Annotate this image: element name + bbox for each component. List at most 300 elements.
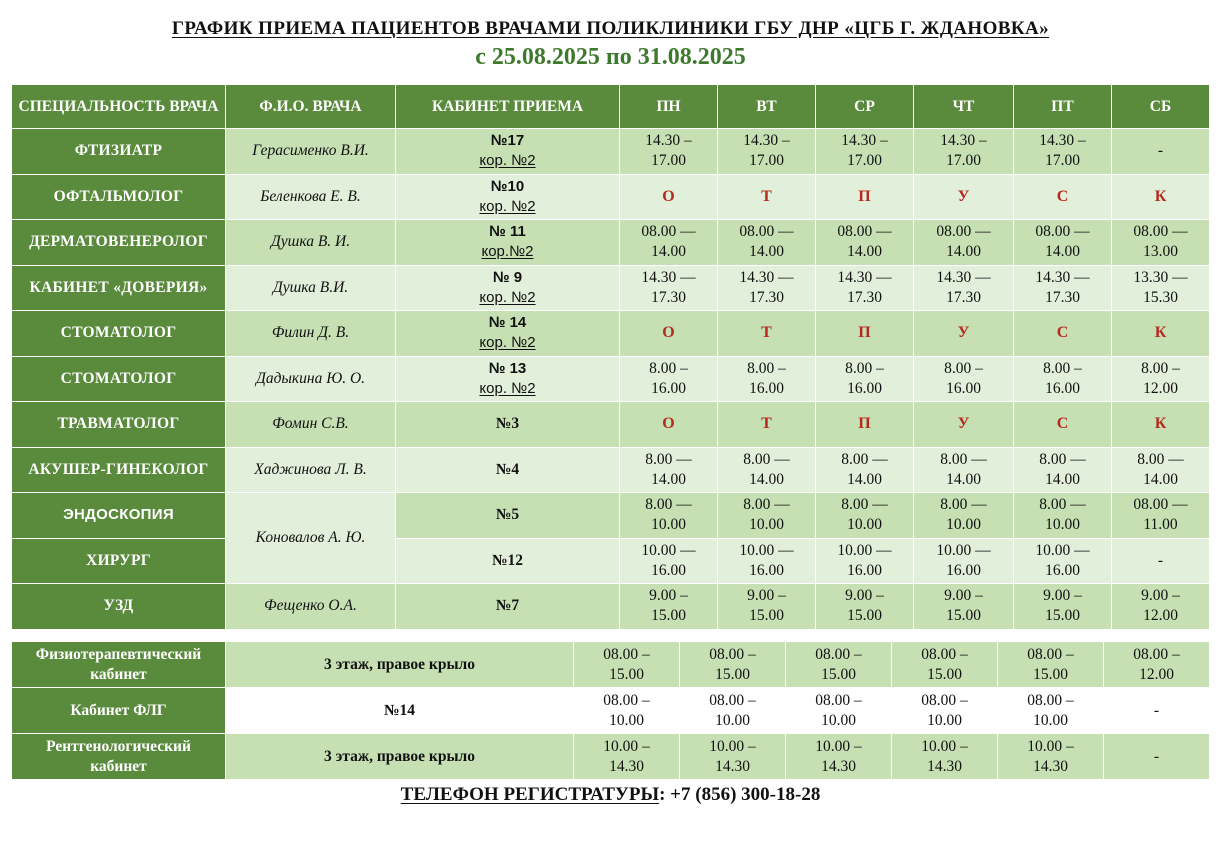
vacation-letter-cell: Т — [718, 402, 816, 448]
room-building: кор. №2 — [479, 197, 536, 215]
registry-phone-label: ТЕЛЕФОН РЕГИСТРАТУРЫ — [400, 784, 660, 805]
hours-cell — [914, 584, 1014, 630]
cabinet-name-line: кабинет — [90, 757, 147, 775]
hours-cell — [816, 129, 914, 175]
hours-end: 17.30 — [946, 288, 981, 306]
table-row — [12, 584, 1210, 630]
room-number: №17 — [490, 132, 525, 150]
hours-start: 8.00 — — [1039, 450, 1086, 468]
cabinet-location-cell: 3 этаж, правое крыло — [226, 642, 574, 688]
hours-end: 11.00 — [1143, 516, 1178, 534]
hours-start: 10.00 — — [1035, 541, 1090, 559]
table-row — [12, 402, 1210, 448]
hours-end: 10.00 — [1045, 516, 1080, 534]
cabinet-name-line: Кабинет ФЛГ — [70, 701, 167, 719]
hours-cell — [1104, 642, 1210, 688]
specialty-cell: ФТИЗИАТР — [12, 129, 226, 175]
vacation-letter-cell: С — [1014, 311, 1112, 357]
hours-cell — [620, 493, 718, 539]
hours-cell — [1104, 688, 1210, 734]
hours-start: 14.30 — — [837, 268, 892, 286]
hours-start: 14.30 – — [841, 132, 888, 150]
col-header-fri: ПТ — [1014, 85, 1112, 129]
col-header-mon: ПН — [620, 85, 718, 129]
hours-start: 8.00 – — [845, 359, 884, 377]
hours-start: 9.00 – — [944, 587, 983, 605]
schedule-period: с 25.08.2025 по 31.08.2025 — [475, 44, 746, 70]
hours-cell — [718, 220, 816, 266]
hours-end: 15.00 — [1033, 665, 1068, 683]
hours-cell — [914, 129, 1014, 175]
cabinet-location-cell: 3 этаж, правое крыло — [226, 734, 574, 780]
hours-cell — [816, 538, 914, 584]
hours-cell — [680, 642, 786, 688]
hours-cell — [718, 265, 816, 311]
hours-end: 10.00 — [715, 711, 750, 729]
hours-start: 8.00 – — [1141, 359, 1180, 377]
hours-end: 17.00 — [749, 152, 784, 170]
hours-cell — [718, 538, 816, 584]
hours-start: 9.00 – — [649, 587, 688, 605]
hours-cell — [620, 265, 718, 311]
hours-start: 08.00 – — [921, 645, 968, 663]
hours-start: 08.00 — — [1133, 496, 1188, 514]
hours-end: 14.00 — [749, 470, 784, 488]
hours-cell — [786, 734, 892, 780]
hours-cell — [816, 220, 914, 266]
vacation-letter-cell: У — [914, 311, 1014, 357]
hours-end: 15.00 — [749, 607, 784, 625]
hours-end: 17.30 — [651, 288, 686, 306]
hours-start: 8.00 — — [645, 496, 692, 514]
hours-start: 10.00 – — [1027, 737, 1074, 755]
hours-cell — [816, 584, 914, 630]
col-header-specialty: СПЕЦИАЛЬНОСТЬ ВРАЧА — [12, 85, 226, 129]
hours-start: 08.00 – — [1027, 645, 1074, 663]
hours-start: 08.00 — — [641, 223, 696, 241]
hours-end: 17.30 — [749, 288, 784, 306]
room-cell — [396, 129, 620, 175]
hours-start: 9.00 – — [747, 587, 786, 605]
vacation-letter-cell: К — [1112, 174, 1210, 220]
table-row — [12, 734, 1210, 780]
room-building: кор. №2 — [479, 334, 536, 352]
hours-end: 16.00 — [651, 561, 686, 579]
doctor-name-cell: Фомин С.В. — [226, 402, 396, 448]
hours-start: 8.00 – — [747, 359, 786, 377]
hours-cell — [786, 642, 892, 688]
table-row — [12, 447, 1210, 493]
hours-start: 8.00 — — [841, 496, 888, 514]
hours-end: 13.00 — [1143, 243, 1178, 261]
hours-cell — [914, 493, 1014, 539]
hours-cell — [1112, 129, 1210, 175]
hours-end: 14.00 — [847, 243, 882, 261]
hours-end: 16.00 — [749, 379, 784, 397]
room-number: №4 — [495, 460, 520, 478]
room-cell — [396, 265, 620, 311]
room-number: №7 — [495, 597, 520, 615]
table-row — [12, 311, 1210, 357]
hours-end: 16.00 — [1045, 379, 1080, 397]
hours-end: 14.30 — [927, 757, 962, 775]
specialty-cell: ХИРУРГ — [12, 538, 226, 584]
doctor-name-cell: Дадыкина Ю. О. — [226, 356, 396, 402]
table-row — [12, 265, 1210, 311]
doctor-name-cell: Душка В. И. — [226, 220, 396, 266]
hours-end: 10.00 — [927, 711, 962, 729]
hours-start: - — [1157, 551, 1164, 569]
col-header-tue: ВТ — [718, 85, 816, 129]
table-header-row — [12, 85, 1210, 129]
hours-cell — [574, 688, 680, 734]
hours-start: 10.00 – — [603, 737, 650, 755]
hours-cell — [1014, 447, 1112, 493]
room-cell — [396, 356, 620, 402]
hours-cell — [998, 734, 1104, 780]
hours-end: 10.00 — [847, 516, 882, 534]
room-building: кор. №2 — [479, 379, 536, 397]
hours-end: 10.00 — [609, 711, 644, 729]
hours-end: 15.30 — [1143, 288, 1178, 306]
hours-start: - — [1153, 747, 1160, 765]
room-cell — [396, 311, 620, 357]
hours-cell — [816, 356, 914, 402]
hours-cell — [718, 584, 816, 630]
hours-start: 10.00 — — [739, 541, 794, 559]
hours-cell — [1014, 356, 1112, 402]
hours-start: 9.00 – — [1043, 587, 1082, 605]
hours-start: 08.00 – — [603, 691, 650, 709]
vacation-letter-cell: Т — [718, 174, 816, 220]
hours-start: 08.00 — — [1133, 223, 1188, 241]
table-row — [12, 642, 1210, 688]
hours-end: 17.30 — [1045, 288, 1080, 306]
hours-cell — [998, 688, 1104, 734]
cabinet-name-line: кабинет — [90, 665, 147, 683]
vacation-letter-cell: П — [816, 174, 914, 220]
hours-cell — [620, 538, 718, 584]
specialty-cell: СТОМАТОЛОГ — [12, 356, 226, 402]
hours-end: 14.30 — [609, 757, 644, 775]
hours-start: - — [1153, 701, 1160, 719]
room-number: № 14 — [488, 314, 527, 332]
room-cell — [396, 174, 620, 220]
doctor-name-cell: Коновалов А. Ю. — [226, 493, 396, 584]
hours-start: - — [1157, 142, 1164, 160]
specialty-cell: ОФТАЛЬМОЛОГ — [12, 174, 226, 220]
hours-start: 08.00 – — [603, 645, 650, 663]
hours-start: 08.00 – — [709, 645, 756, 663]
hours-cell — [892, 734, 998, 780]
hours-cell — [620, 447, 718, 493]
vacation-letter-cell: О — [620, 311, 718, 357]
hours-start: 14.30 — — [936, 268, 991, 286]
hours-cell — [816, 493, 914, 539]
hours-end: 17.00 — [1045, 152, 1080, 170]
hours-end: 14.00 — [749, 243, 784, 261]
table-row — [12, 174, 1210, 220]
hours-cell — [892, 688, 998, 734]
hours-end: 15.00 — [946, 607, 981, 625]
room-number: № 13 — [488, 359, 527, 377]
room-cell — [396, 584, 620, 630]
hours-cell — [1112, 493, 1210, 539]
specialty-cell: КАБИНЕТ «ДОВЕРИЯ» — [12, 265, 226, 311]
vacation-letter-cell: У — [914, 402, 1014, 448]
hours-end: 17.00 — [946, 152, 981, 170]
hours-cell — [620, 356, 718, 402]
specialty-cell: ЭНДОСКОПИЯ — [12, 493, 226, 539]
hours-end: 16.00 — [847, 379, 882, 397]
hours-start: 10.00 — — [641, 541, 696, 559]
vacation-letter-cell: П — [816, 402, 914, 448]
specialty-cell: УЗД — [12, 584, 226, 630]
hours-cell — [816, 447, 914, 493]
hours-cell — [914, 265, 1014, 311]
room-number: №12 — [491, 551, 524, 569]
hours-cell — [892, 642, 998, 688]
hours-cell — [620, 220, 718, 266]
hours-end: 16.00 — [946, 379, 981, 397]
col-header-doctor: Ф.И.О. ВРАЧА — [226, 85, 396, 129]
hours-end: 10.00 — [821, 711, 856, 729]
hours-cell — [1014, 265, 1112, 311]
table-row — [12, 688, 1210, 734]
hours-end: 14.30 — [715, 757, 750, 775]
hours-end: 16.00 — [749, 561, 784, 579]
hours-cell — [574, 734, 680, 780]
hours-start: 08.00 – — [709, 691, 756, 709]
specialty-cell: ТРАВМАТОЛОГ — [12, 402, 226, 448]
hours-end: 16.00 — [1045, 561, 1080, 579]
hours-cell — [680, 734, 786, 780]
hours-end: 12.00 — [1139, 665, 1174, 683]
hours-start: 14.30 – — [743, 132, 790, 150]
hours-cell — [914, 538, 1014, 584]
hours-start: 08.00 — — [837, 223, 892, 241]
hours-start: 14.30 – — [940, 132, 987, 150]
specialty-cell: АКУШЕР-ГИНЕКОЛОГ — [12, 447, 226, 493]
doctor-name-cell: Душка В.И. — [226, 265, 396, 311]
hours-cell — [1112, 538, 1210, 584]
room-building: кор. №2 — [479, 152, 536, 170]
vacation-letter-cell: С — [1014, 402, 1112, 448]
doctor-name-cell: Герасименко В.И. — [226, 129, 396, 175]
hours-start: 08.00 — — [739, 223, 794, 241]
hours-end: 14.00 — [847, 470, 882, 488]
col-header-wed: СР — [816, 85, 914, 129]
room-building: кор.№2 — [481, 243, 534, 261]
vacation-letter-cell: С — [1014, 174, 1112, 220]
hours-start: 8.00 — — [743, 496, 790, 514]
hours-end: 14.00 — [1045, 470, 1080, 488]
hours-end: 10.00 — [1033, 711, 1068, 729]
col-header-sat: СБ — [1112, 85, 1210, 129]
hours-start: 08.00 – — [1133, 645, 1180, 663]
hours-end: 12.00 — [1143, 607, 1178, 625]
hours-cell — [998, 642, 1104, 688]
vacation-letter-cell: О — [620, 174, 718, 220]
hours-start: 10.00 — — [837, 541, 892, 559]
cabinet-location-cell: №14 — [226, 688, 574, 734]
hours-end: 15.00 — [1045, 607, 1080, 625]
hours-end: 15.00 — [651, 607, 686, 625]
hours-start: 8.00 — — [940, 450, 987, 468]
vacation-letter-cell: О — [620, 402, 718, 448]
hours-start: 14.30 – — [645, 132, 692, 150]
specialty-cell: СТОМАТОЛОГ — [12, 311, 226, 357]
hours-end: 12.00 — [1143, 379, 1178, 397]
hours-start: 8.00 — — [841, 450, 888, 468]
hours-end: 14.30 — [1033, 757, 1068, 775]
cabinet-name-cell — [12, 642, 226, 688]
vacation-letter-cell: У — [914, 174, 1014, 220]
hours-start: 8.00 — — [940, 496, 987, 514]
cabinet-name-line: Рентгенологический — [46, 737, 191, 755]
hours-end: 15.00 — [927, 665, 962, 683]
hours-end: 14.00 — [651, 243, 686, 261]
hours-cell — [1112, 265, 1210, 311]
room-number: № 11 — [489, 223, 526, 241]
hours-cell — [816, 265, 914, 311]
doctor-name-cell: Беленкова Е. В. — [226, 174, 396, 220]
hours-cell — [1014, 493, 1112, 539]
hours-start: 9.00 – — [1141, 587, 1180, 605]
hours-cell — [1104, 734, 1210, 780]
hours-start: 10.00 – — [921, 737, 968, 755]
hours-cell — [718, 447, 816, 493]
hours-start: 14.30 — — [739, 268, 794, 286]
hours-start: 8.00 – — [944, 359, 983, 377]
hours-cell — [620, 584, 718, 630]
hours-start: 08.00 – — [815, 645, 862, 663]
hours-end: 17.00 — [847, 152, 882, 170]
col-header-room: КАБИНЕТ ПРИЕМА — [396, 85, 620, 129]
cabinet-name-line: Физиотерапевтический — [35, 645, 202, 663]
hours-start: 14.30 — — [1035, 268, 1090, 286]
hours-start: 08.00 – — [1027, 691, 1074, 709]
hours-end: 16.00 — [651, 379, 686, 397]
cabinet-name-cell — [12, 734, 226, 780]
specialty-cell: ДЕРМАТОВЕНЕРОЛОГ — [12, 220, 226, 266]
room-cell — [396, 538, 620, 584]
table-row — [12, 220, 1210, 266]
registry-phone-number: : +7 (856) 300-18-28 — [659, 784, 821, 805]
hours-cell — [574, 642, 680, 688]
hours-start: 8.00 — — [645, 450, 692, 468]
hours-end: 17.30 — [847, 288, 882, 306]
hours-end: 14.30 — [821, 757, 856, 775]
hours-cell — [1112, 356, 1210, 402]
hours-cell — [1014, 538, 1112, 584]
hours-cell — [914, 356, 1014, 402]
cabinet-schedule-table — [11, 641, 1210, 780]
hours-cell — [1112, 447, 1210, 493]
hours-start: 10.00 – — [709, 737, 756, 755]
room-number: №10 — [490, 177, 525, 195]
hours-end: 14.00 — [946, 243, 981, 261]
hours-start: 8.00 – — [649, 359, 688, 377]
hours-end: 14.00 — [1045, 243, 1080, 261]
page-title: ГРАФИК ПРИЕМА ПАЦИЕНТОВ ВРАЧАМИ ПОЛИКЛИНИКИ ГБУ ДНР «ЦГБ Г. ЖДАНОВКА» — [171, 18, 1050, 39]
hours-end: 10.00 — [651, 516, 686, 534]
table-row — [12, 356, 1210, 402]
col-header-thu: ЧТ — [914, 85, 1014, 129]
hours-start: 8.00 — — [1137, 450, 1184, 468]
hours-start: 14.30 — — [641, 268, 696, 286]
doctor-name-cell: Хаджинова Л. В. — [226, 447, 396, 493]
hours-cell — [1014, 129, 1112, 175]
hours-cell — [718, 356, 816, 402]
hours-end: 14.00 — [651, 470, 686, 488]
table-row — [12, 538, 1210, 584]
hours-cell — [1112, 220, 1210, 266]
vacation-letter-cell: П — [816, 311, 914, 357]
hours-end: 10.00 — [946, 516, 981, 534]
hours-end: 14.00 — [946, 470, 981, 488]
hours-end: 16.00 — [946, 561, 981, 579]
doctor-name-cell: Фещенко О.А. — [226, 584, 396, 630]
hours-cell — [914, 220, 1014, 266]
room-cell — [396, 447, 620, 493]
hours-end: 17.00 — [651, 152, 686, 170]
hours-end: 15.00 — [847, 607, 882, 625]
registry-phone — [0, 784, 1221, 806]
hours-end: 10.00 — [749, 516, 784, 534]
hours-cell — [718, 129, 816, 175]
hours-cell — [718, 493, 816, 539]
hours-start: 08.00 – — [815, 691, 862, 709]
hours-end: 15.00 — [609, 665, 644, 683]
hours-start: 08.00 — — [936, 223, 991, 241]
hours-cell — [1014, 584, 1112, 630]
cabinet-name-cell — [12, 688, 226, 734]
hours-end: 16.00 — [847, 561, 882, 579]
vacation-letter-cell: К — [1112, 311, 1210, 357]
hours-cell — [620, 129, 718, 175]
room-cell — [396, 402, 620, 448]
room-number: № 9 — [492, 268, 523, 286]
doctor-schedule-table — [11, 84, 1210, 630]
table-row — [12, 129, 1210, 175]
vacation-letter-cell: Т — [718, 311, 816, 357]
hours-start: 10.00 – — [815, 737, 862, 755]
hours-end: 14.00 — [1143, 470, 1178, 488]
hours-start: 8.00 — — [1039, 496, 1086, 514]
doctor-name-cell: Филин Д. В. — [226, 311, 396, 357]
room-number: №3 — [495, 415, 520, 433]
hours-start: 14.30 – — [1039, 132, 1086, 150]
hours-start: 08.00 – — [921, 691, 968, 709]
hours-cell — [1014, 220, 1112, 266]
hours-start: 13.30 — — [1133, 268, 1188, 286]
room-cell — [396, 493, 620, 539]
room-number: №5 — [495, 506, 520, 524]
hours-start: 8.00 — — [743, 450, 790, 468]
hours-start: 08.00 — — [1035, 223, 1090, 241]
vacation-letter-cell: К — [1112, 402, 1210, 448]
hours-end: 15.00 — [715, 665, 750, 683]
hours-start: 9.00 – — [845, 587, 884, 605]
hours-end: 15.00 — [821, 665, 856, 683]
hours-cell — [914, 447, 1014, 493]
hours-cell — [1112, 584, 1210, 630]
hours-start: 10.00 — — [936, 541, 991, 559]
room-cell — [396, 220, 620, 266]
room-building: кор. №2 — [479, 288, 536, 306]
table-row — [12, 493, 1210, 539]
